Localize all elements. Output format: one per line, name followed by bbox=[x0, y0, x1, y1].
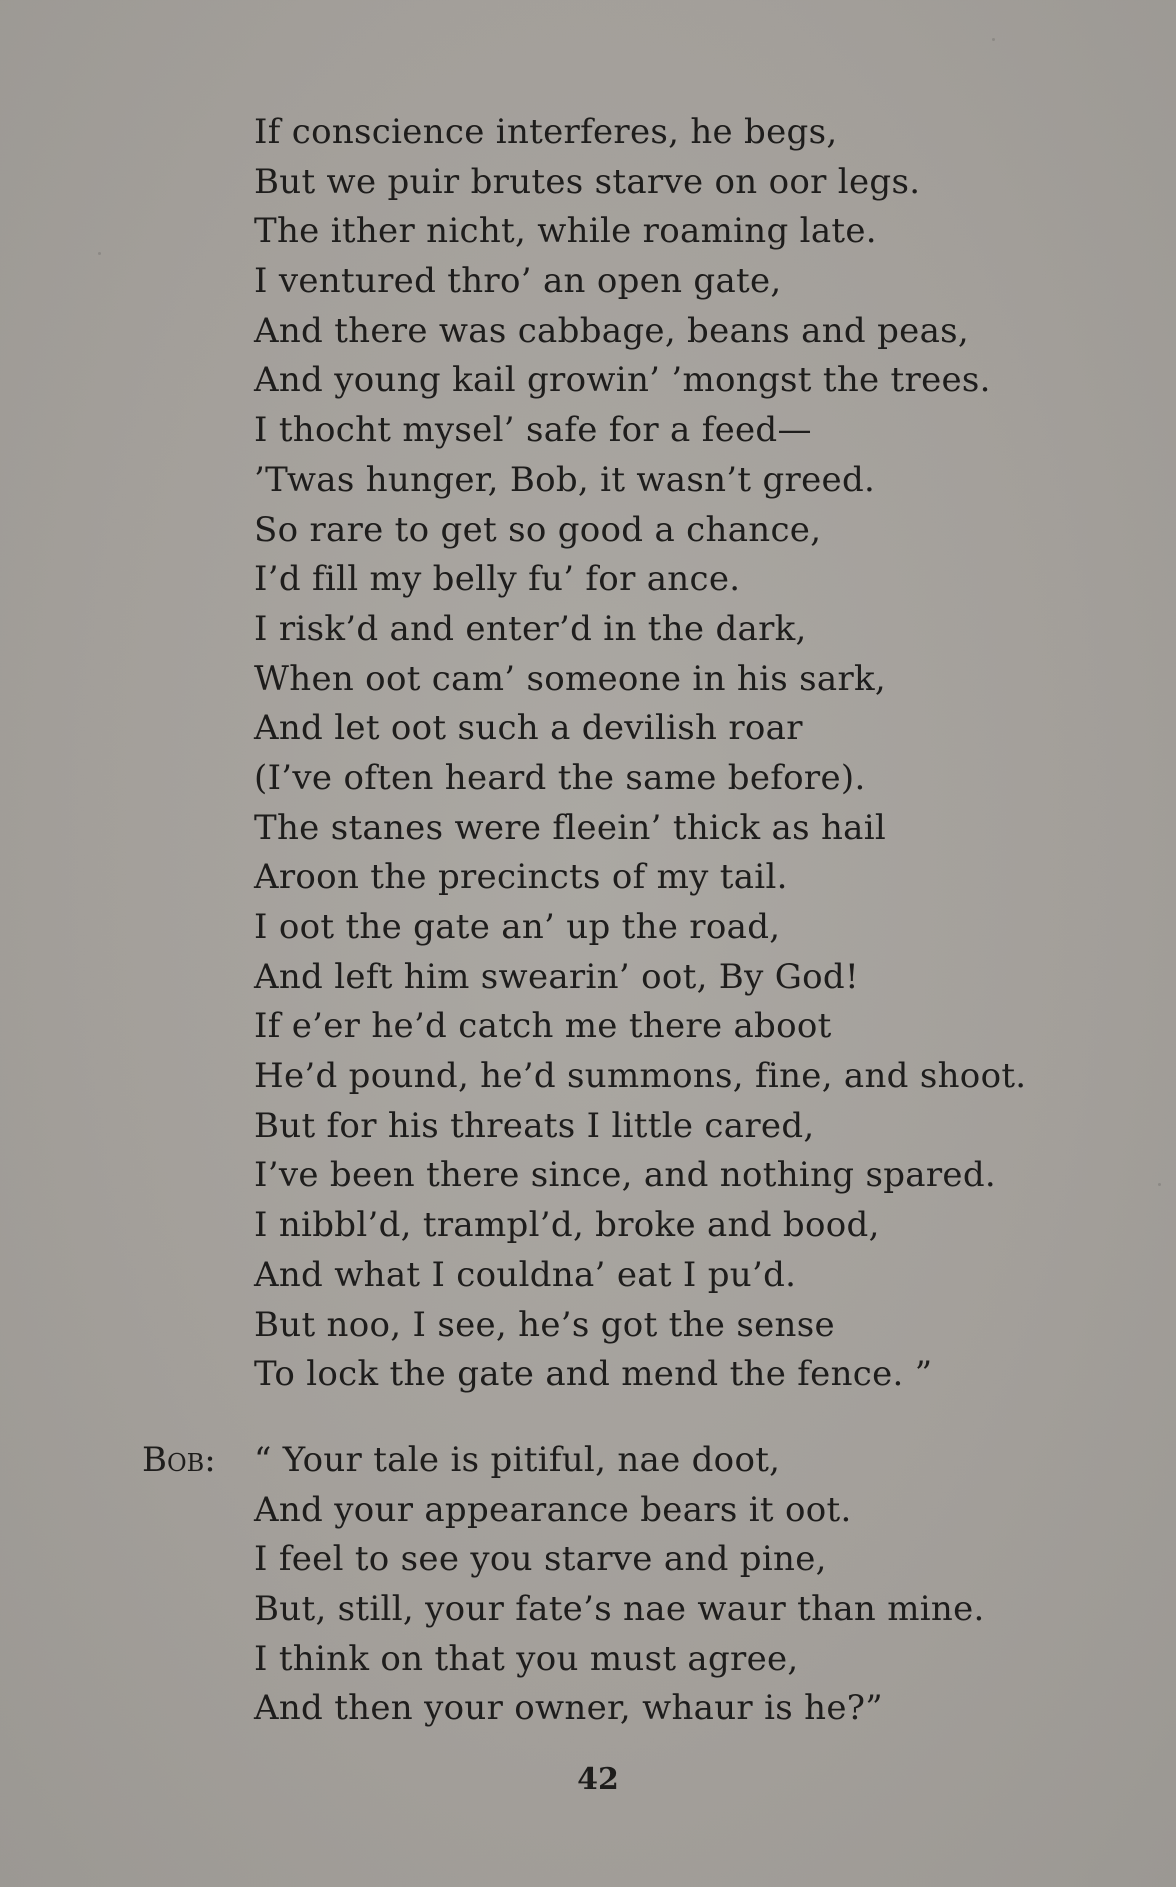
poem-line: I’ve been there since, and nothing spared. bbox=[254, 1155, 996, 1196]
poem-line: I thocht mysel’ safe for a feed— bbox=[254, 410, 812, 451]
poem-line: So rare to get so good a chance, bbox=[254, 509, 822, 550]
poem-line: I oot the gate an’ up the road, bbox=[254, 907, 781, 947]
poem-line: But for his threats I little cared, bbox=[254, 1105, 815, 1146]
poem-line: But noo, I see, he’s got the sense bbox=[254, 1304, 835, 1345]
poem-line: And what I couldna’ eat I pu’d. bbox=[254, 1254, 797, 1295]
poem-line: I’d fill my belly fu’ for ance. bbox=[254, 559, 741, 600]
poem-line: When oot cam’ someone in his sark, bbox=[254, 658, 887, 699]
page-number: 42 bbox=[577, 1762, 619, 1797]
poem-line: I nibbl’d, trampl’d, broke and bood, bbox=[254, 1205, 880, 1246]
speaker-label: Bob: bbox=[142, 1440, 216, 1480]
poem-line: ’Twas hunger, Bob, it wasn’t greed. bbox=[254, 459, 876, 500]
poem-line: And then your owner, whaur is he?” bbox=[254, 1688, 883, 1729]
poem-line: I think on that you must agree, bbox=[254, 1638, 799, 1679]
poem-line: And left him swearin’ oot, By God! bbox=[254, 956, 859, 997]
poem-line: Aroon the precincts of my tail. bbox=[254, 857, 788, 898]
poem-line: I risk’d and enter’d in the dark, bbox=[254, 608, 807, 649]
paper-speck bbox=[1158, 1183, 1161, 1186]
poem-line: The stanes were fleein’ thick as hail bbox=[254, 807, 887, 848]
poem-stanza bbox=[254, 108, 1026, 1400]
poem-line: The ither nicht, while roaming late. bbox=[254, 211, 877, 252]
poem-line: And your appearance bears it oot. bbox=[254, 1489, 852, 1530]
poem-line: And young kail growin’ ’mongst the trees. bbox=[254, 360, 991, 401]
poem-line: And there was cabbage, beans and peas, bbox=[254, 310, 969, 351]
paper-speck bbox=[98, 252, 101, 255]
poem-line: And let oot such a devilish roar bbox=[254, 708, 803, 749]
poem-line: He’d pound, he’d summons, fine, and shoot. bbox=[254, 1056, 1027, 1097]
poem-line: But, still, your fate’s nae waur than mine. bbox=[254, 1589, 985, 1630]
paper-speck bbox=[992, 38, 995, 41]
poem-line: I feel to see you starve and pine, bbox=[254, 1539, 827, 1580]
poem-line: “ Your tale is pitiful, nae doot, bbox=[254, 1440, 781, 1480]
poem-line: If conscience interferes, he begs, bbox=[254, 112, 838, 152]
poem-line: To lock the gate and mend the fence. ” bbox=[254, 1354, 933, 1395]
poem-line: I ventured thro’ an open gate, bbox=[254, 261, 782, 302]
poem-line: But we puir brutes starve on oor legs. bbox=[254, 161, 921, 202]
poem-line: If e’er he’d catch me there aboot bbox=[254, 1006, 832, 1047]
poem-line: (I’ve often heard the same before). bbox=[254, 757, 866, 798]
poem-stanza bbox=[254, 1436, 985, 1734]
